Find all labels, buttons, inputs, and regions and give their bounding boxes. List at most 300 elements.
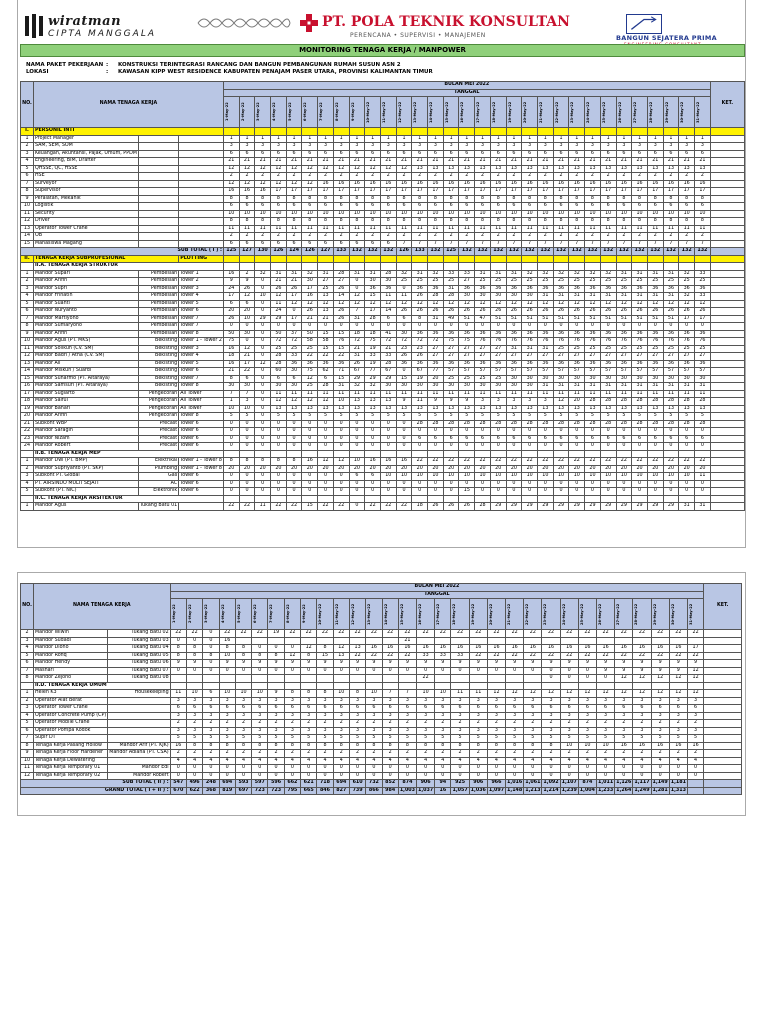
day-count-cell: 0 bbox=[506, 443, 522, 451]
day-count-cell: 6 bbox=[412, 203, 428, 211]
day-count-cell: 5 bbox=[396, 413, 412, 421]
ket-cell bbox=[710, 495, 744, 503]
date-header-cell bbox=[615, 599, 633, 630]
day-count-cell: 3 bbox=[578, 712, 596, 720]
day-count-cell bbox=[632, 495, 648, 503]
day-count-cell: 4 bbox=[615, 757, 633, 765]
plotting-location: Tower 5 bbox=[179, 360, 224, 368]
day-count-cell: 0 bbox=[365, 428, 381, 436]
job-type: Tukang Batu 02 bbox=[108, 630, 170, 638]
day-count-cell: 2 bbox=[219, 720, 235, 728]
day-count-cell: 827 bbox=[333, 787, 349, 795]
day-count-cell: 6 bbox=[365, 203, 381, 211]
day-count-cell: 21 bbox=[255, 158, 271, 166]
day-count-cell: 3 bbox=[398, 727, 416, 735]
day-count-cell: 7 bbox=[223, 390, 239, 398]
day-count-cell: 596 bbox=[268, 780, 284, 788]
day-count-cell: 6 bbox=[286, 375, 302, 383]
day-count-cell bbox=[506, 450, 522, 458]
day-count-cell: 21 bbox=[490, 158, 506, 166]
day-count-cell: 0 bbox=[647, 480, 663, 488]
day-count-cell: 8 bbox=[301, 742, 317, 750]
day-count-cell: 13 bbox=[333, 405, 349, 413]
day-count-cell: 0 bbox=[317, 667, 333, 675]
day-count-cell: 31 bbox=[271, 270, 287, 278]
plotting-header: PLOTTING bbox=[179, 255, 224, 263]
day-count-cell: 6 bbox=[647, 150, 663, 158]
day-count-cell: 7 bbox=[647, 240, 663, 248]
day-count-cell: 0 bbox=[679, 480, 695, 488]
day-count-cell: 72 bbox=[412, 338, 428, 346]
day-count-cell: 3 bbox=[633, 712, 651, 720]
day-count-cell: 4 bbox=[596, 757, 614, 765]
day-count-cell: 25 bbox=[585, 278, 601, 286]
job-type bbox=[138, 165, 178, 173]
day-count-cell: 0 bbox=[235, 765, 251, 773]
day-count-cell: 6 bbox=[616, 203, 632, 211]
day-count-cell: 133 bbox=[412, 248, 428, 256]
day-count-cell bbox=[186, 675, 202, 683]
day-count-cell: 22 bbox=[651, 630, 669, 638]
day-count-cell: 6 bbox=[349, 150, 365, 158]
day-count-cell: 13 bbox=[302, 405, 318, 413]
day-count-cell: 28 bbox=[412, 420, 428, 428]
day-count-cell: 2 bbox=[235, 750, 251, 758]
day-count-cell: 6 bbox=[669, 705, 687, 713]
day-count-cell: 0 bbox=[475, 443, 491, 451]
day-count-cell: 2 bbox=[333, 750, 349, 758]
date-label: 28-May-22 bbox=[648, 101, 653, 123]
day-count-cell: 0 bbox=[578, 765, 596, 773]
day-count-cell: 0 bbox=[663, 480, 679, 488]
day-count-cell bbox=[365, 128, 381, 136]
day-count-cell: 8 bbox=[239, 195, 255, 203]
day-count-cell: 8 bbox=[255, 458, 271, 466]
day-count-cell: 33 bbox=[365, 353, 381, 361]
day-count-cell: 0 bbox=[317, 772, 333, 780]
day-count-cell: 0 bbox=[284, 667, 300, 675]
day-count-cell: 28 bbox=[271, 360, 287, 368]
day-count-cell: 9 bbox=[615, 667, 633, 675]
day-count-cell: 10 bbox=[616, 473, 632, 481]
date-header-cell bbox=[469, 599, 487, 630]
day-count-cell: 19 bbox=[412, 375, 428, 383]
day-count-cell: 16 bbox=[382, 645, 398, 653]
day-count-cell bbox=[616, 495, 632, 503]
day-count-cell: 4 bbox=[349, 757, 365, 765]
day-count-cell: 8 bbox=[203, 742, 219, 750]
day-count-cell: 7 bbox=[428, 240, 444, 248]
date-label: 21-May-22 bbox=[507, 603, 512, 625]
day-count-cell: 0 bbox=[633, 765, 651, 773]
day-count-cell: 2 bbox=[616, 173, 632, 181]
day-count-cell: 8 bbox=[252, 652, 268, 660]
day-count-cell: 22 bbox=[333, 630, 349, 638]
date-header-cell bbox=[396, 97, 412, 128]
day-count-cell: 0 bbox=[286, 488, 302, 496]
day-count-cell: 16 bbox=[302, 458, 318, 466]
day-count-cell: 6 bbox=[380, 150, 396, 158]
day-count-cell bbox=[553, 128, 569, 136]
day-count-cell: 11 bbox=[522, 390, 538, 398]
day-count-cell: 0 bbox=[349, 428, 365, 436]
date-header-cell bbox=[412, 97, 428, 128]
job-type: Pengecoran bbox=[138, 413, 178, 421]
day-count-cell: 36 bbox=[302, 360, 318, 368]
day-count-cell: 3 bbox=[380, 143, 396, 151]
day-count-cell: 6 bbox=[318, 203, 334, 211]
day-count-cell: 0 bbox=[663, 488, 679, 496]
row-no bbox=[21, 263, 34, 271]
day-count-cell: 3 bbox=[542, 697, 560, 705]
table-row bbox=[21, 727, 742, 735]
day-count-cell: 16 bbox=[223, 188, 239, 196]
day-count-cell: 17 bbox=[632, 188, 648, 196]
day-count-cell: 1 bbox=[522, 135, 538, 143]
date-label: 30-May-22 bbox=[670, 603, 675, 625]
day-count-cell bbox=[301, 637, 317, 645]
worker-name: Mandor Saiful bbox=[33, 398, 138, 406]
day-count-cell: 17 bbox=[616, 188, 632, 196]
table-row bbox=[21, 413, 745, 421]
day-count-cell: 8 bbox=[522, 218, 538, 226]
day-count-cell: 57 bbox=[475, 368, 491, 376]
day-count-cell: 22 bbox=[318, 503, 334, 511]
day-count-cell: 132 bbox=[490, 248, 506, 256]
day-count-cell: 2 bbox=[380, 233, 396, 241]
day-count-cell bbox=[380, 263, 396, 271]
table-row bbox=[21, 473, 745, 481]
day-count-cell bbox=[239, 128, 255, 136]
day-count-cell: 12 bbox=[255, 180, 271, 188]
day-count-cell: 16 bbox=[170, 742, 186, 750]
date-label: 1-May-22 bbox=[224, 102, 229, 122]
day-count-cell: 593 bbox=[235, 780, 251, 788]
day-count-cell: 0 bbox=[651, 772, 669, 780]
ket-cell bbox=[704, 690, 742, 698]
day-count-cell: 6 bbox=[695, 203, 711, 211]
day-count-cell: 11 bbox=[490, 390, 506, 398]
day-count-cell bbox=[490, 263, 506, 271]
day-count-cell: 723 bbox=[252, 787, 268, 795]
worker-name: Mahasiswa Magang bbox=[33, 240, 138, 248]
day-count-cell: 30 bbox=[679, 375, 695, 383]
day-count-cell: 22 bbox=[647, 458, 663, 466]
day-count-cell: 11 bbox=[553, 225, 569, 233]
day-count-cell: 5 bbox=[459, 413, 475, 421]
table-row bbox=[21, 405, 745, 413]
table-row bbox=[21, 630, 742, 638]
day-count-cell: 0 bbox=[443, 443, 459, 451]
day-count-cell bbox=[475, 255, 491, 263]
day-count-cell: 11 bbox=[490, 225, 506, 233]
day-count-cell: 8 bbox=[235, 645, 251, 653]
day-count-cell: 20 bbox=[647, 465, 663, 473]
day-count-cell: 6 bbox=[615, 705, 633, 713]
ket-cell bbox=[710, 503, 744, 511]
day-count-cell: 76 bbox=[475, 338, 491, 346]
day-count-cell: 16 bbox=[600, 180, 616, 188]
day-count-cell: 12 bbox=[578, 690, 596, 698]
day-count-cell: 13 bbox=[506, 165, 522, 173]
day-count-cell: 0 bbox=[632, 443, 648, 451]
day-count-cell: 16 bbox=[616, 180, 632, 188]
row-no: 13 bbox=[21, 360, 34, 368]
day-count-cell: 10 bbox=[647, 473, 663, 481]
plotting-location bbox=[179, 240, 224, 248]
day-count-cell: 17 bbox=[679, 315, 695, 323]
day-count-cell: 16 bbox=[506, 180, 522, 188]
worker-name: Tenaga Kerja Dewatering bbox=[34, 757, 108, 765]
job-type bbox=[138, 233, 178, 241]
day-count-cell bbox=[443, 128, 459, 136]
day-count-cell: 2 bbox=[524, 720, 542, 728]
day-count-cell bbox=[553, 255, 569, 263]
job-type: Pembesian bbox=[138, 315, 178, 323]
day-count-cell: 22 bbox=[537, 458, 553, 466]
day-count-cell: 621 bbox=[301, 780, 317, 788]
day-count-cell: 6 bbox=[633, 705, 651, 713]
ket-cell bbox=[704, 757, 742, 765]
day-count-cell: 26 bbox=[600, 308, 616, 316]
row-no: 7 bbox=[21, 180, 34, 188]
day-count-cell: 3 bbox=[596, 712, 614, 720]
day-count-cell: 8 bbox=[443, 195, 459, 203]
day-count-cell: 12 bbox=[679, 300, 695, 308]
table-row bbox=[21, 690, 742, 698]
plotting-location: Tower 6 bbox=[179, 308, 224, 316]
day-count-cell: 7 bbox=[412, 240, 428, 248]
day-count-cell: 20 bbox=[396, 465, 412, 473]
day-count-cell: 0 bbox=[487, 765, 505, 773]
day-count-cell: 6 bbox=[443, 150, 459, 158]
table-row bbox=[21, 660, 742, 668]
day-count-cell: 4 bbox=[451, 757, 469, 765]
day-count-cell: 16 bbox=[366, 645, 382, 653]
day-count-cell: 8 bbox=[333, 218, 349, 226]
day-count-cell: 0 bbox=[469, 772, 487, 780]
day-count-cell bbox=[647, 450, 663, 458]
day-count-cell: 22 bbox=[669, 630, 687, 638]
day-count-cell: 7 bbox=[475, 240, 491, 248]
day-count-cell: 0 bbox=[490, 480, 506, 488]
day-count-cell: 17 bbox=[365, 308, 381, 316]
day-count-cell: 0 bbox=[268, 667, 284, 675]
day-count-cell: 2 bbox=[632, 173, 648, 181]
day-count-cell bbox=[252, 682, 268, 690]
day-count-cell: 21 bbox=[506, 158, 522, 166]
table-row bbox=[21, 420, 745, 428]
day-count-cell: 0 bbox=[506, 772, 524, 780]
day-count-cell bbox=[239, 255, 255, 263]
ket-cell bbox=[710, 180, 744, 188]
day-count-cell: 36 bbox=[663, 360, 679, 368]
day-count-cell bbox=[524, 637, 542, 645]
day-count-cell: 13 bbox=[365, 398, 381, 406]
day-count-cell: 0 bbox=[271, 443, 287, 451]
day-count-cell: 6 bbox=[647, 203, 663, 211]
day-count-cell bbox=[268, 682, 284, 690]
day-count-cell: 8 bbox=[435, 742, 451, 750]
plotting-location bbox=[179, 218, 224, 226]
day-count-cell: 8 bbox=[318, 218, 334, 226]
worker-name: Mandor Sudadi bbox=[34, 637, 108, 645]
day-count-cell: 2 bbox=[578, 720, 596, 728]
day-count-cell: 30 bbox=[428, 383, 444, 391]
day-count-cell bbox=[596, 682, 614, 690]
day-count-cell bbox=[318, 128, 334, 136]
day-count-cell: 12 bbox=[349, 165, 365, 173]
day-count-cell: 57 bbox=[679, 368, 695, 376]
day-count-cell bbox=[679, 263, 695, 271]
worker-name: Mandor Bahari bbox=[33, 405, 138, 413]
worker-name: Driver bbox=[33, 218, 138, 226]
date-header-cell bbox=[600, 97, 616, 128]
date-header-cell bbox=[268, 599, 284, 630]
day-count-cell bbox=[585, 128, 601, 136]
day-count-cell: 11 bbox=[695, 390, 711, 398]
day-count-cell: 23 bbox=[396, 345, 412, 353]
day-count-cell: 36 bbox=[490, 330, 506, 338]
day-count-cell: 36 bbox=[459, 285, 475, 293]
day-count-cell: 8 bbox=[632, 195, 648, 203]
table-row bbox=[21, 293, 745, 301]
day-count-cell: 3 bbox=[524, 712, 542, 720]
ket-cell bbox=[710, 143, 744, 151]
day-count-cell: 2 bbox=[396, 233, 412, 241]
day-count-cell bbox=[569, 263, 585, 271]
day-count-cell: 36 bbox=[428, 360, 444, 368]
day-count-cell bbox=[443, 495, 459, 503]
day-count-cell: 20 bbox=[443, 465, 459, 473]
day-count-cell: 0 bbox=[616, 480, 632, 488]
day-count-cell: 8 bbox=[223, 195, 239, 203]
project-name-value: KONSTRUKSI TERINTEGRASI RANCANG DAN BANGUN PEMBANGUNAN RUMAH SUSUN ASN 2 bbox=[118, 62, 401, 68]
day-count-cell: 3 bbox=[417, 727, 435, 735]
day-count-cell: 4 bbox=[284, 757, 300, 765]
day-count-cell: 22 bbox=[428, 458, 444, 466]
day-count-cell: 27 bbox=[459, 345, 475, 353]
day-count-cell: 2 bbox=[651, 750, 669, 758]
day-count-cell: 6 bbox=[318, 150, 334, 158]
day-count-cell: 6 bbox=[428, 435, 444, 443]
worker-name: Mandor Sumaryono bbox=[33, 323, 138, 331]
ket-cell bbox=[704, 630, 742, 638]
day-count-cell: 20 bbox=[302, 465, 318, 473]
day-count-cell: 36 bbox=[412, 330, 428, 338]
day-count-cell: 16 bbox=[487, 645, 505, 653]
day-count-cell: 9 bbox=[651, 667, 669, 675]
table-row bbox=[21, 180, 745, 188]
day-count-cell: 0 bbox=[695, 488, 711, 496]
date-label: 3-May-22 bbox=[204, 604, 209, 624]
day-count-cell: 22 bbox=[239, 503, 255, 511]
day-count-cell: 12 bbox=[318, 165, 334, 173]
day-count-cell: 0 bbox=[380, 428, 396, 436]
day-count-cell: 25 bbox=[302, 345, 318, 353]
day-count-cell bbox=[252, 637, 268, 645]
day-count-cell: 0 bbox=[632, 488, 648, 496]
ket-cell bbox=[710, 195, 744, 203]
day-count-cell: 0 bbox=[632, 323, 648, 331]
table-row bbox=[21, 675, 742, 683]
day-count-cell: 3 bbox=[451, 712, 469, 720]
date-header-cell bbox=[333, 97, 349, 128]
day-count-cell: 58 bbox=[318, 338, 334, 346]
day-count-cell: 5 bbox=[186, 735, 202, 743]
day-count-cell: 5 bbox=[679, 413, 695, 421]
day-count-cell: 3 bbox=[522, 398, 538, 406]
day-count-cell bbox=[349, 263, 365, 271]
date-label: 15-May-22 bbox=[399, 603, 404, 625]
day-count-cell: 0 bbox=[219, 667, 235, 675]
day-count-cell bbox=[537, 128, 553, 136]
day-count-cell: 6 bbox=[203, 705, 219, 713]
day-count-cell: 12 bbox=[428, 300, 444, 308]
ket-cell bbox=[710, 300, 744, 308]
day-count-cell: 0 bbox=[522, 488, 538, 496]
day-count-cell: 1 bbox=[396, 135, 412, 143]
day-count-cell: 3 bbox=[560, 727, 578, 735]
day-count-cell bbox=[333, 637, 349, 645]
day-count-cell: 8 bbox=[663, 195, 679, 203]
day-count-cell: 33 bbox=[417, 652, 435, 660]
day-count-cell: 26 bbox=[333, 315, 349, 323]
day-count-cell: 25 bbox=[569, 345, 585, 353]
day-count-cell: 2 bbox=[286, 233, 302, 241]
job-type bbox=[138, 218, 178, 226]
day-count-cell: 3 bbox=[349, 143, 365, 151]
day-count-cell: 10 bbox=[663, 473, 679, 481]
day-count-cell: 31 bbox=[349, 315, 365, 323]
day-count-cell: 6 bbox=[223, 240, 239, 248]
date-header-cell bbox=[349, 97, 365, 128]
ket-cell bbox=[704, 660, 742, 668]
plotting-location bbox=[179, 135, 224, 143]
day-count-cell: 21 bbox=[365, 158, 381, 166]
day-count-cell: 0 bbox=[302, 435, 318, 443]
day-count-cell: 3 bbox=[475, 143, 491, 151]
day-count-cell: 13 bbox=[632, 405, 648, 413]
day-count-cell: 6 bbox=[506, 150, 522, 158]
day-count-cell bbox=[632, 128, 648, 136]
day-count-cell bbox=[663, 495, 679, 503]
day-count-cell: 6 bbox=[524, 705, 542, 713]
ket-cell bbox=[710, 323, 744, 331]
day-count-cell: 21 bbox=[239, 158, 255, 166]
section-row bbox=[21, 255, 745, 263]
day-count-cell: 4 bbox=[268, 757, 284, 765]
day-count-cell: 0 bbox=[239, 323, 255, 331]
day-count-cell: 8 bbox=[490, 195, 506, 203]
table-row bbox=[21, 278, 745, 286]
day-count-cell: 14 bbox=[333, 293, 349, 301]
day-count-cell bbox=[451, 637, 469, 645]
day-count-cell: 6 bbox=[663, 150, 679, 158]
subtotal-row bbox=[21, 780, 742, 788]
day-count-cell: 20 bbox=[223, 308, 239, 316]
day-count-cell: 3 bbox=[487, 697, 505, 705]
day-count-cell: 27 bbox=[459, 353, 475, 361]
day-count-cell: 26 bbox=[663, 308, 679, 316]
day-count-cell: 31 bbox=[537, 383, 553, 391]
ket-cell bbox=[710, 488, 744, 496]
day-count-cell: 8 bbox=[553, 195, 569, 203]
day-count-cell: 28 bbox=[443, 293, 459, 301]
day-count-cell bbox=[585, 263, 601, 271]
day-count-cell: 3 bbox=[382, 727, 398, 735]
day-count-cell: 5 bbox=[302, 413, 318, 421]
